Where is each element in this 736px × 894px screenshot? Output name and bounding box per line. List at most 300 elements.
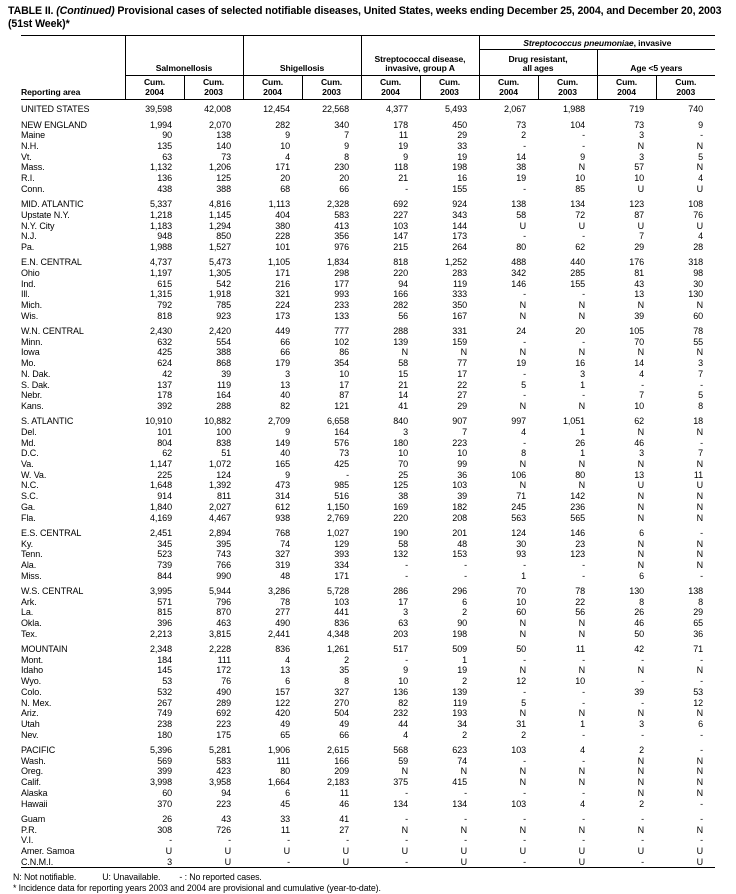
table-row (21, 766, 715, 777)
value-cell: - (582, 559, 586, 570)
value-cell: 5 (521, 697, 527, 708)
value-cell: 739 (157, 559, 172, 570)
value-cell: 6 (285, 787, 290, 798)
value-cell: - (405, 654, 408, 665)
value-cell: 392 (157, 400, 172, 411)
value-cell: 16 (575, 358, 586, 369)
value-cell: 1,113 (268, 199, 290, 210)
value-cell: 130 (629, 585, 645, 596)
value-cell: 2,894 (208, 527, 231, 538)
value-cell: 1,305 (208, 267, 231, 278)
value-cell: N (696, 665, 704, 676)
value-cell: N (637, 755, 645, 766)
value-cell: 184 (157, 654, 172, 665)
value-cell: 19 (457, 151, 468, 162)
reporting-area-cell: W.S. CENTRAL (21, 585, 84, 596)
value-cell: 8 (521, 448, 527, 459)
table-row (21, 745, 715, 756)
reporting-area-cell: Ind. (21, 278, 36, 289)
value-cell: 33 (280, 813, 290, 824)
value-cell: 9 (403, 151, 408, 162)
value-cell: 119 (452, 278, 468, 289)
value-cell: 2,615 (326, 745, 349, 755)
value-cell: 4 (521, 426, 527, 437)
value-cell: 388 (216, 347, 231, 358)
value-cell: 2,213 (149, 628, 172, 639)
value-cell: 340 (334, 119, 349, 130)
table-row (21, 698, 715, 709)
value-cell: N (578, 708, 586, 719)
value-cell: N (696, 347, 704, 358)
value-cell: 50 (634, 628, 645, 639)
value-cell: 923 (216, 310, 231, 321)
reporting-area-cell: Ark. (21, 596, 37, 607)
value-cell: 1 (580, 448, 586, 459)
value-cell: 178 (393, 119, 408, 130)
value-cell: 169 (393, 501, 408, 512)
value-cell: N (578, 628, 586, 639)
title-continued: (Continued) (56, 5, 115, 17)
value-cell: N (637, 549, 645, 560)
value-cell: 11 (339, 787, 349, 798)
value-cell: N (696, 426, 704, 437)
value-cell: 20 (339, 173, 349, 184)
value-cell: 62 (634, 416, 645, 427)
value-cell: 420 (275, 708, 290, 719)
reporting-area-cell: Vt. (21, 151, 32, 162)
value-cell: 6 (639, 570, 645, 581)
reporting-area-cell: MID. ATLANTIC (21, 199, 84, 210)
value-cell: 415 (452, 777, 468, 788)
table-row (21, 326, 715, 337)
value-cell: 82 (398, 697, 408, 708)
value-cell: 792 (157, 300, 172, 311)
reporting-area-cell: W.N. CENTRAL (21, 326, 84, 337)
value-cell: N (519, 708, 527, 719)
value-cell: - (523, 183, 527, 194)
value-cell: 11 (575, 644, 586, 655)
value-cell: - (523, 787, 527, 798)
value-cell: 342 (511, 267, 527, 278)
value-cell: 137 (157, 379, 172, 390)
table-row (21, 459, 715, 470)
reporting-area-cell: Md. (21, 437, 36, 448)
value-cell: 523 (157, 549, 172, 560)
value-cell: 7 (462, 426, 468, 437)
table-row (21, 438, 715, 449)
value-cell: - (228, 835, 231, 846)
value-cell: 80 (280, 766, 290, 777)
value-cell: 87 (634, 209, 645, 220)
value-cell: 17 (398, 596, 408, 607)
table-row (21, 655, 715, 666)
value-cell: 139 (452, 686, 468, 697)
value-cell: 288 (393, 326, 408, 337)
value-cell: 3 (639, 448, 645, 459)
value-cell: 132 (393, 549, 408, 560)
value-cell: 333 (452, 289, 468, 300)
value-cell: - (523, 654, 527, 665)
reporting-area-cell: Va. (21, 459, 34, 470)
value-cell: 103 (393, 220, 408, 231)
value-cell: 159 (452, 336, 468, 347)
value-cell: - (287, 835, 290, 846)
value-cell: 993 (334, 289, 349, 300)
value-cell: 19 (516, 173, 527, 184)
value-cell: 198 (452, 628, 468, 639)
value-cell: 43 (634, 278, 645, 289)
value-cell: 1,252 (444, 257, 468, 268)
value-cell: 1,147 (149, 459, 172, 470)
col-group-salmonellosis: Salmonellosis (125, 36, 243, 76)
value-cell: 2 (462, 729, 468, 740)
value-cell: 24 (516, 326, 527, 337)
reporting-area-cell: W. Va. (21, 469, 47, 480)
value-cell: 165 (275, 459, 290, 470)
value-cell: 4,169 (149, 512, 172, 523)
value-cell: 155 (570, 278, 586, 289)
value-cell: 2,228 (208, 644, 231, 655)
reporting-area-cell: Del. (21, 426, 37, 437)
value-cell: 78 (575, 585, 586, 596)
value-cell: 396 (157, 618, 172, 629)
value-cell: 42,008 (204, 104, 231, 115)
reporting-area-cell: Nev. (21, 729, 39, 740)
value-cell: 38 (398, 491, 408, 502)
value-cell: 129 (334, 538, 349, 549)
value-cell: 10 (339, 368, 349, 379)
value-cell: 85 (575, 183, 586, 194)
value-cell: - (523, 368, 527, 379)
value-cell: 10 (398, 676, 408, 687)
value-cell: 223 (216, 798, 231, 809)
value-cell: 5,493 (444, 104, 468, 115)
value-cell: - (346, 469, 349, 480)
value-cell: 103 (511, 745, 527, 755)
table-row (21, 369, 715, 380)
table-row (21, 788, 715, 799)
value-cell: 3 (403, 607, 408, 618)
col-header-cum-2003: Cum. 2003 (420, 76, 479, 100)
value-cell: 3,998 (149, 777, 172, 788)
value-cell: 86 (339, 347, 349, 358)
value-cell: 103 (334, 596, 349, 607)
value-cell: 19 (516, 358, 527, 369)
table-row (21, 221, 715, 232)
value-cell: 121 (334, 400, 349, 411)
value-cell: 3,286 (267, 585, 290, 596)
value-cell: 1 (462, 654, 468, 665)
value-cell: - (641, 697, 645, 708)
value-cell: 509 (452, 644, 468, 655)
col-header-cum-2003: Cum. 2003 (184, 76, 243, 100)
value-cell: 23 (575, 538, 586, 549)
reporting-area-cell: S.C. (21, 491, 39, 502)
value-cell: 5,337 (149, 199, 172, 210)
value-cell: 2 (521, 130, 527, 141)
value-cell: 130 (688, 289, 704, 300)
value-cell: 233 (334, 300, 349, 311)
value-cell: 8 (639, 596, 645, 607)
table-row (21, 347, 715, 358)
value-cell: - (700, 813, 704, 824)
table-row (21, 130, 715, 141)
value-cell: 840 (393, 416, 408, 427)
value-cell: - (405, 787, 408, 798)
table-row (21, 257, 715, 268)
value-cell: 223 (216, 719, 231, 729)
value-cell: - (582, 140, 586, 151)
value-cell: N (696, 787, 704, 798)
reporting-area-cell: PACIFIC (21, 745, 56, 755)
value-cell: 836 (275, 644, 290, 655)
value-cell: 844 (157, 570, 172, 581)
value-cell: 138 (688, 585, 704, 596)
value-cell: 11 (693, 469, 704, 480)
value-cell: 504 (334, 708, 349, 719)
value-cell: 624 (157, 358, 172, 369)
value-cell: 327 (275, 549, 290, 560)
value-cell: 39 (634, 686, 645, 697)
value-cell: 380 (275, 220, 290, 231)
value-cell: 102 (334, 336, 349, 347)
value-cell: - (641, 379, 645, 390)
value-cell: N (696, 708, 704, 719)
value-cell: 29 (634, 241, 645, 252)
value-cell: 180 (393, 437, 408, 448)
value-cell: 16 (457, 173, 468, 184)
value-cell: 39,598 (145, 104, 172, 115)
value-cell: 201 (452, 527, 468, 538)
table-row (21, 597, 715, 608)
value-cell: 308 (157, 824, 172, 835)
value-cell: - (405, 183, 408, 194)
table-row (21, 799, 715, 810)
value-cell: 425 (157, 347, 172, 358)
table-row (21, 289, 715, 300)
value-cell: 450 (452, 119, 468, 130)
value-cell: N (696, 777, 704, 788)
value-cell: U (283, 845, 290, 856)
value-cell: 245 (511, 501, 527, 512)
value-cell: 282 (393, 300, 408, 311)
value-cell: 145 (157, 665, 172, 676)
value-cell: 343 (452, 209, 468, 220)
value-cell: 119 (452, 697, 468, 708)
value-cell: 53 (162, 676, 172, 687)
table-row (21, 756, 715, 767)
value-cell: 66 (339, 183, 349, 194)
value-cell: 46 (634, 437, 645, 448)
reporting-area-cell: Amer. Samoa (21, 845, 75, 856)
table-row (21, 539, 715, 550)
value-cell: N (519, 618, 527, 629)
reporting-area-cell: Nebr. (21, 390, 43, 401)
value-cell: 5,281 (208, 745, 231, 755)
value-cell: 39 (221, 368, 231, 379)
value-cell: N (696, 755, 704, 766)
value-cell: 153 (452, 549, 468, 560)
value-cell: - (523, 437, 527, 448)
value-cell: 18 (693, 416, 704, 427)
value-cell: - (405, 559, 408, 570)
table-row (21, 141, 715, 152)
value-cell: 66 (280, 347, 290, 358)
table-row (21, 549, 715, 560)
value-cell: 49 (339, 719, 349, 729)
value-cell: 4,467 (208, 512, 231, 523)
value-cell: 532 (157, 686, 172, 697)
value-cell: 563 (511, 512, 527, 523)
table-row (21, 586, 715, 597)
value-cell: 111 (217, 654, 231, 665)
table-row (21, 480, 715, 491)
value-cell: - (582, 755, 586, 766)
reporting-area-cell: Minn. (21, 336, 43, 347)
value-cell: 3 (285, 368, 290, 379)
table-row (21, 337, 715, 348)
value-cell: U (696, 220, 704, 231)
value-cell: 74 (280, 538, 290, 549)
value-cell: 623 (452, 745, 468, 755)
value-cell: 70 (398, 459, 408, 470)
value-cell: 146 (570, 527, 586, 538)
value-cell: 719 (629, 104, 645, 115)
value-cell: 135 (157, 140, 172, 151)
value-cell: 1,051 (562, 416, 586, 427)
col-header-cum-2004: Cum. 2004 (479, 76, 538, 100)
value-cell: N (460, 824, 468, 835)
value-cell: U (460, 856, 468, 867)
reporting-area-cell: Maine (21, 130, 46, 141)
value-cell: 55 (693, 336, 704, 347)
value-cell: - (582, 835, 586, 846)
reporting-area-cell: R.I. (21, 173, 35, 184)
value-cell: 4,737 (149, 257, 172, 268)
value-cell: 164 (334, 426, 349, 437)
value-cell: - (582, 130, 586, 141)
value-cell: 14 (398, 390, 408, 401)
value-cell: 42 (634, 644, 645, 655)
value-cell: 3 (639, 151, 645, 162)
value-cell: N (696, 538, 704, 549)
table-row (21, 857, 715, 868)
value-cell: 571 (157, 596, 172, 607)
value-cell: 2,709 (267, 416, 290, 427)
table-row (21, 777, 715, 788)
value-cell: 449 (275, 326, 290, 337)
reporting-area-cell: C.N.M.I. (21, 856, 54, 867)
reporting-area-cell: Miss. (21, 570, 42, 581)
table-row (21, 665, 715, 676)
value-cell: 9 (285, 469, 290, 480)
value-cell: 27 (457, 390, 468, 401)
value-cell: 1,197 (149, 267, 172, 278)
value-cell: 1,072 (208, 459, 231, 470)
table-row (21, 300, 715, 311)
value-cell: N (578, 824, 586, 835)
value-cell: N (519, 777, 527, 788)
value-cell: 209 (334, 766, 349, 777)
value-cell: 8 (344, 151, 349, 162)
value-cell: 216 (275, 278, 290, 289)
value-cell: N (519, 300, 527, 311)
value-cell: 612 (275, 501, 290, 512)
col-group-strep-pneumoniae: Streptococcus pneumoniae, invasive (479, 36, 715, 50)
table-row (21, 173, 715, 184)
value-cell: - (523, 686, 527, 697)
value-cell: 985 (334, 480, 349, 491)
reporting-area-cell: Okla. (21, 618, 42, 629)
value-cell: - (700, 729, 704, 740)
value-cell: N (637, 824, 645, 835)
value-cell: - (641, 835, 645, 846)
value-cell: 39 (634, 310, 645, 321)
value-cell: 28 (693, 241, 704, 252)
table-body (21, 100, 715, 868)
value-cell: 692 (393, 199, 408, 210)
value-cell: - (405, 570, 408, 581)
value-cell: 2,328 (326, 199, 349, 210)
value-cell: U (401, 845, 408, 856)
value-cell: 1,918 (208, 289, 231, 300)
reporting-area-cell: P.R. (21, 824, 37, 835)
value-cell: 17 (339, 379, 349, 390)
reporting-area-cell: Mass. (21, 162, 45, 173)
reporting-area-cell: Fla. (21, 512, 36, 523)
table-row (21, 162, 715, 173)
footnote-legend (13, 872, 728, 883)
value-cell: 1 (580, 719, 586, 729)
value-cell: 1,294 (208, 220, 231, 231)
value-cell: 423 (216, 766, 231, 777)
value-cell: 2,070 (208, 119, 231, 130)
value-cell: 488 (511, 257, 527, 268)
value-cell: 157 (275, 686, 290, 697)
value-cell: 103 (452, 480, 468, 491)
value-cell: 12,454 (263, 104, 290, 115)
value-cell: 82 (280, 400, 290, 411)
value-cell: 5 (698, 151, 704, 162)
value-cell: 48 (280, 570, 290, 581)
value-cell: 142 (570, 491, 586, 502)
value-cell: - (287, 856, 290, 867)
value-cell: 2,067 (503, 104, 527, 115)
value-cell: 7 (344, 130, 349, 141)
col-group-strep-a: Streptococcal disease, invasive, group A (361, 36, 479, 76)
value-cell: 286 (393, 585, 408, 596)
title-description: Provisional cases of selected notifiable diseases, United States, weeks ending December 25, 2004, and December 20, 2003 (114, 5, 722, 17)
value-cell: 58 (398, 358, 408, 369)
value-cell: 43 (221, 813, 231, 824)
value-cell: 19 (457, 665, 468, 676)
value-cell: - (405, 835, 408, 846)
value-cell: 267 (157, 697, 172, 708)
value-cell: N (519, 480, 527, 491)
value-cell: 26 (575, 437, 586, 448)
value-cell: U (696, 183, 704, 194)
value-cell: - (464, 835, 468, 846)
table-row (21, 825, 715, 836)
value-cell: 13 (280, 665, 290, 676)
value-cell: 997 (511, 416, 527, 427)
value-cell: N (519, 766, 527, 777)
value-cell: - (346, 835, 349, 846)
notifiable-diseases-table (21, 35, 715, 868)
value-cell: 81 (634, 267, 645, 278)
value-cell: 321 (275, 289, 290, 300)
value-cell: 20 (575, 326, 586, 337)
